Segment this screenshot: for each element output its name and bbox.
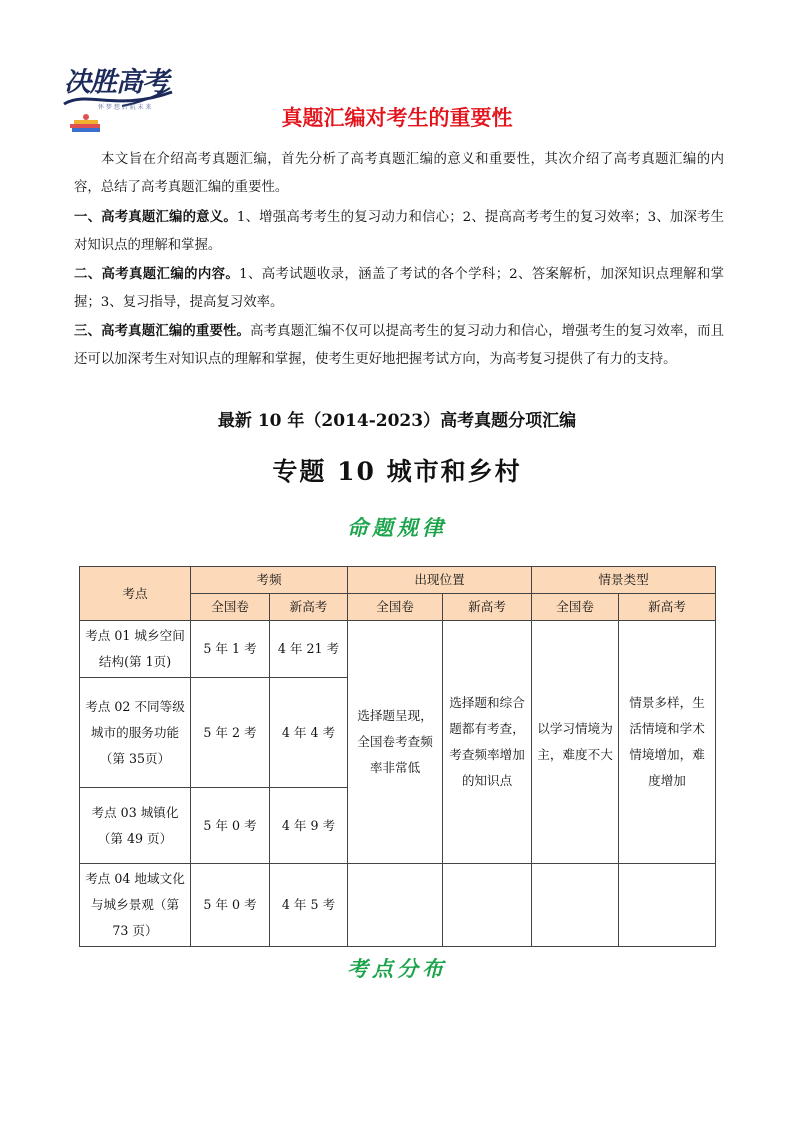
freq-new-cell: 4 年 9 考 [270, 788, 348, 864]
collection-subtitle: 最新 10 年（2014-2023）高考真题分项汇编 [217, 411, 577, 431]
kaodian-cell: 考点 04 地域文化与城乡景观（第 73 页） [80, 864, 191, 947]
header-frequency: 考频 [191, 567, 348, 594]
section-body: 1、高考试题收录，涵盖了考试的各个学科；2、答案解析，加深知识点理解和掌握；3、复习指导，提高复习效率。 [74, 267, 724, 311]
freq-national-cell: 5 年 0 考 [191, 788, 270, 864]
section-title-rules: 命题规律 [347, 516, 447, 540]
logo-text: 决胜高考 [64, 67, 168, 98]
header-kaodian: 考点 [80, 567, 191, 621]
kaodian-cell: 考点 02 不同等级城市的服务功能（第 35页） [80, 678, 191, 788]
freq-new-cell: 4 年 5 考 [270, 864, 348, 947]
subheader-national: 全国卷 [532, 594, 619, 621]
section-2 [74, 260, 724, 318]
section-heading: 一、高考真题汇编的意义。 [74, 209, 237, 225]
empty-cell [443, 864, 532, 947]
position-national-cell: 选择题呈现，全国卷考查频率非常低 [348, 621, 443, 864]
header-scene: 情景类型 [532, 567, 716, 594]
freq-national-cell: 5 年 2 考 [191, 678, 270, 788]
section-3 [74, 317, 724, 375]
freq-national-cell: 5 年 0 考 [191, 864, 270, 947]
header-position: 出现位置 [348, 567, 532, 594]
table-row [80, 621, 716, 678]
scene-new-cell: 情景多样，生活情境和学术情境增加，难度增加 [619, 621, 716, 864]
logo-tagline: 怀 梦 想 启 航 未 来 [98, 104, 152, 111]
section-heading: 三、高考真题汇编的重要性。 [74, 323, 251, 339]
freq-new-cell: 4 年 4 考 [270, 678, 348, 788]
section-body: 1、增强高考考生的复习动力和信心；2、提高高考考生的复习效率；3、加深考生对知识点的理解和掌握。 [74, 210, 725, 254]
subheader-new: 新高考 [619, 594, 716, 621]
section-body: 高考真题汇编不仅可以提高考生的复习动力和信心，增强考生的复习效率，而且还可以加深考生对知识点的理解和掌握，使考生更好地把握考试方向，为高考复习提供了有力的支持。 [74, 324, 725, 368]
freq-new-cell: 4 年 21 考 [270, 621, 348, 678]
table-header-row [80, 567, 716, 594]
empty-cell [619, 864, 716, 947]
subheader-new: 新高考 [443, 594, 532, 621]
intro-paragraph: 本文旨在介绍高考真题汇编，首先分析了高考真题汇编的意义和重要性，其次介绍了高考真题汇编的内容，总结了高考真题汇编的重要性。 [74, 152, 724, 196]
section-1 [74, 203, 724, 261]
table-row [80, 864, 716, 947]
position-new-cell: 选择题和综合题都有考查，考查频率增加的知识点 [443, 621, 532, 864]
freq-national-cell: 5 年 1 考 [191, 621, 270, 678]
section-title-distribution: 考点分布 [347, 957, 447, 981]
subheader-new: 新高考 [270, 594, 348, 621]
page-title: 真题汇编对考生的重要性 [281, 106, 513, 130]
empty-cell [348, 864, 443, 947]
kaodian-cell: 考点 01 城乡空间结构(第 1页) [80, 621, 191, 678]
subheader-national: 全国卷 [191, 594, 270, 621]
topic-title: 专题 10 城市和乡村 [272, 457, 522, 486]
scene-national-cell: 以学习情境为主，难度不大 [532, 621, 619, 864]
kaodian-cell: 考点 03 城镇化（第 49 页） [80, 788, 191, 864]
summary-table [79, 566, 716, 947]
subheader-national: 全国卷 [348, 594, 443, 621]
section-heading: 二、高考真题汇编的内容。 [74, 266, 240, 282]
empty-cell [532, 864, 619, 947]
